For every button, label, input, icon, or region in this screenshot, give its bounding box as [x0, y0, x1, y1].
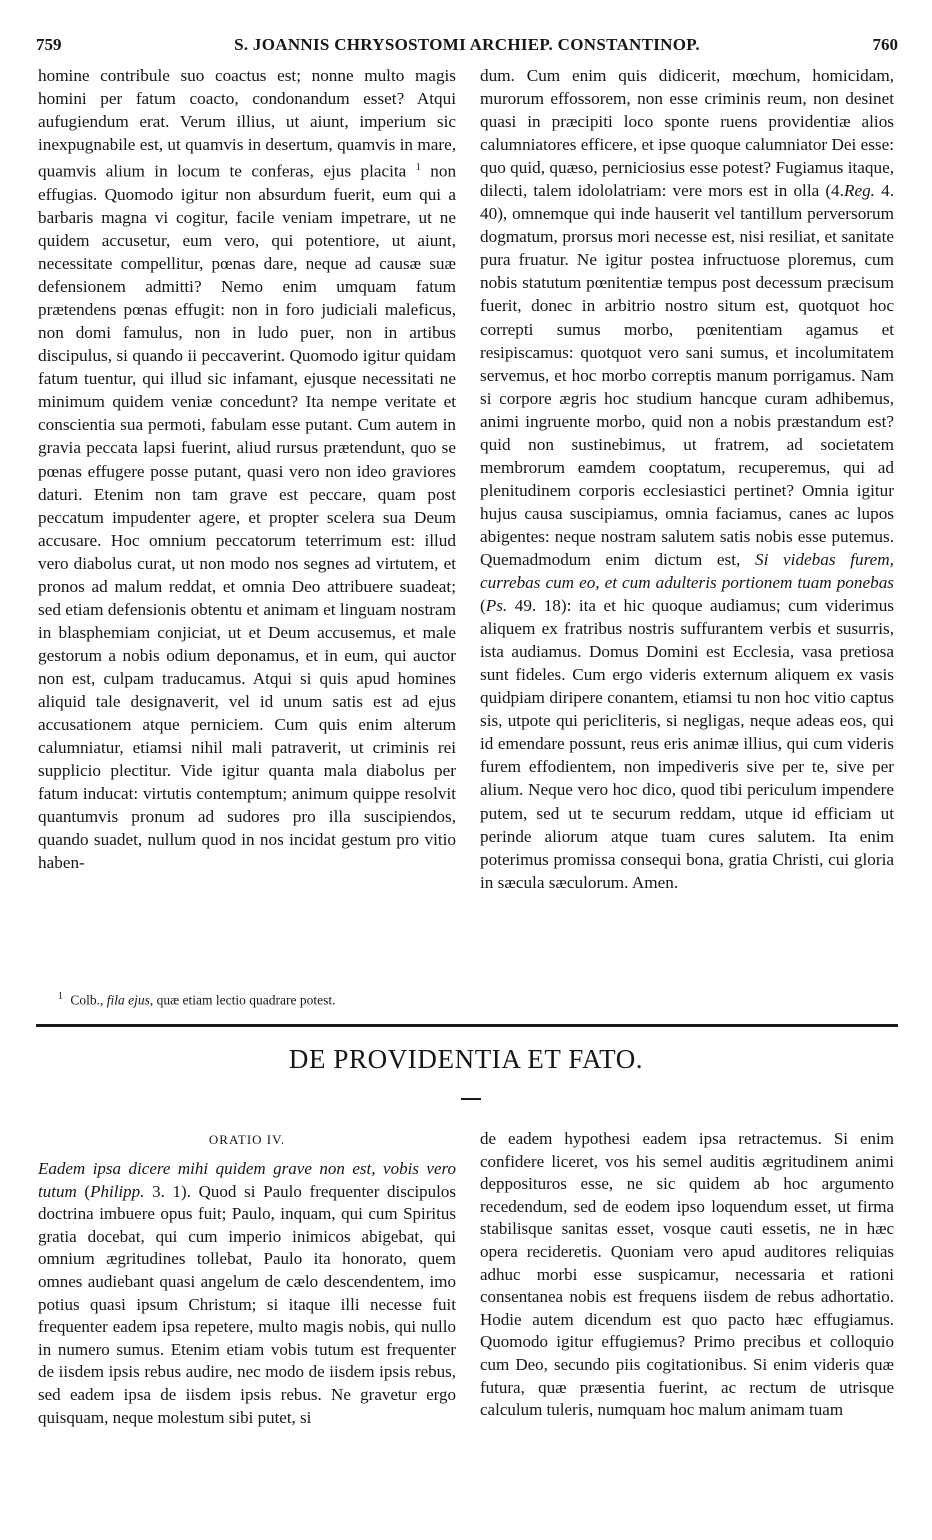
page-number-left: 759 [36, 35, 62, 54]
text-run: homine contribule suo coactus est; nonne multo magis homini per fatum coacto, condonandum esset? Atqui aufugiendum erat. Verum illius, ut aiunt, imperium sic inexpugnabile est, ut quamvis in desertum, quamvis in mare, quamvis alium in locum te conferas, ejus placita [38, 66, 456, 181]
lower-right-column [480, 1128, 894, 1422]
epigraph: Eadem ipsa dicere mihi quidem grave non est, vobis vero tutum [38, 1159, 456, 1201]
scripture-reference: Ps. [485, 596, 508, 616]
lower-left-column [38, 1158, 456, 1429]
footnote-reading: fila ejus, [106, 992, 154, 1008]
section-divider [36, 1024, 898, 1027]
scripture-reference: Philipp. [90, 1181, 145, 1201]
oratio-label: ORATIO IV. [208, 1132, 286, 1147]
footnote-comment: quæ etiam lectio quadrare potest. [156, 992, 336, 1008]
text-run: de eadem hypothesi eadem ipsa retractemus. Si enim confidere liceret, vos his semel auditis ægritudinem animi depposituros esse, ne sic quidem ab hoc argumento recedendum, sed de eodem ipso loquendum esset, ut firma stabilisque sanitas esset, vosque cauti essetis, ne in hæc opera recideretis. Quoniam vero apud auditores reliquias adhuc morbi esse suspicamur, necessaria et rationi consentanea nobis est frequens iisdem de rebus adhortatio. Hodie autem dicendum est quo pacto hæc effugiamus. Quomodo igitur effugiemus? Primo precibus et colloquio cum Deo, secundo piis cogitationibus. Si enim videris quæ futura, quæ præsentia fuerint, ac rectum de utrisque calculum tuleris, numquam hoc malum animam tuam [480, 1129, 894, 1420]
text-run: Quod si Paulo frequenter discipulos doctrina imbuere opus fuit; Paulo, inquam, qui cum Spiritus gratia docebat, qui cum imperio inimicos abigebat, qui omnium ægritudines tollebat, Paulo ita honorato, quem omnes audiebant quasi angelum de cælo descendentem, imo potius quasi ipsum Christum; si itaque illi necesse fuit frequenter eadem ipsa repetere, multo magis nobis, qui nullo in numero sumus. Etenim etiam vobis tutum est frequenter de iisdem ipsis rebus audire, nec modo de iisdem ipsis rebus, sed eadem ipsa de iisdem ipsis rebus. Ne gravetur ergo quisquam, neque molestum sibi putet, si [38, 1181, 457, 1427]
paragraph [38, 64, 456, 874]
scripture-quotation: Si videbas furem, currebas cum eo, et cum adulteris portionem tuam ponebas [480, 549, 894, 593]
footnote [58, 988, 458, 1010]
paragraph: Eadem ipsa dicere mihi quidem grave non est, vobis vero tutum (Philipp. 3. 1). Quod si Paulo frequenter discipulos doctrina imbuere opus fuit; Paulo, inquam, qui cum Spiritus gratia docebat, qui cum imperio inimicos abigebat, qui omnium ægritudines tollebat, Paulo ita honorato, quem omnes audiebant quasi angelum de cælo descendentem, imo potius quasi ipsum Christum; si itaque illi necesse fuit frequenter eadem ipsa repetere, multo magis nobis, qui nullo in numero sumus. Etenim etiam vobis tutum est frequenter de iisdem ipsis rebus audire, nec modo de iisdem ipsis rebus, sed eadem ipsa de iisdem ipsis rebus. Ne gravetur ergo quisquam, neque molestum sibi putet, si [38, 1159, 457, 1427]
scripture-reference: Reg. [843, 181, 875, 201]
text-run: non effugias. Quomodo igitur non absurdum fuerit, eum qui a barbaris magna vi cogitur, facile veniam impetrare, ut ne quidem accusetur, eum vero, qui potentiore, ut aiunt, necessitate compellitur, pœnas dare, neque ad causæ suæ defensionem admitti? Nemo enim umquam fatum prætendens pœnas effugit: non in foro judiciali maleficus, non domi famulus, non in ludo puer, non in artibus discipulus, si quando ii peccaverint. Quomodo igitur quidam fatum tuentur, qui illud sic infamant, ejusque necessitati ne minimum quidem veniæ concedunt? Ita nempe veritate et conscientia sua permoti, fabulam esse putant. Cum autem in gravia peccata lapsi fuerint, aliud rursus prætendunt, quo se pœnas effugere posse putant, quasi vero non ideo graviores daturi. Etenim non tam grave est peccare, quam post peccatum impudenter agere, et propter scelera sua Deum accusare. Hoc omnium peccatorum teterrimum est: illud vero diabolus curat, ut non modo nos segnes ad virtutem, et pronos ad malum reddat, et omnia Deo attribuere suadeat; sed etiam defensionis obtentu et animam et linguam nostram in blasphemiam conjiciat, ut et Deum accusemus, et male gestorum a nobis odium deponamus, et in eum, qui auctor non est, culpam traducamus. Atqui si quis apud homines aliquid tale designaverit, vel id unum satis est ad ejus accusationem atque perniciem. Cum quis enim alterum calumniatur, etiamsi nihil mali patraverit, ut criminis rei supplicio plectitur. Vide igitur quanta mala diabolus per fatum inducat: virtutis contemptum; animum quippe resolvit quantumvis pronum ad sudores pro illa suscipiendos, quando suadet, nullum quod in nos incidat gestum pro vitio haben- [38, 161, 457, 873]
footnote-source: Colb., [70, 992, 104, 1008]
paragraph [480, 1128, 894, 1422]
title-rule [461, 1098, 481, 1100]
page-number-right: 760 [872, 35, 898, 54]
text-run: 4. 40), omnemque qui inde hauserit vel tantillum perversorum dogmatum, prorsus mori necesse est, nisi resiliat, et sanitate pura fruatur. Ne igitur postea infructuose ploremus, cum nobis statutum pœnitentiæ tempus post decessum præcisum fuerit, donec in arbitrio nostro situm est, quotquot hoc correpti sumus morbo, pœnitentiam agamus et resipiscamus: quotquot vero sani sumus, et incolumitatem servemus, et hoc morbo correptis manum porrigamus. Nam si corpore ægris hoc studium hancque curam adhibemus, animi ingruente morbo, quid non a nobis præstandum est? quid non sustinebimus, ut fratrem, ad societatem membrorum eamdem cooptatum, recuperemus, qui ad plenitudinem corporis ecclesiastici pertinet? Omnia igitur hujus causa suscipiamus, omnia faciamus, canes ac lupos abigentes: neque nostram salutem satis nobis esse putemus. Quemadmodum enim dictum est, [480, 181, 894, 569]
text-run: dum. Cum enim quis didicerit, mœchum, homicidam, murorum effossorem, non esse criminis reum, non desinet quasi in præcipiti loco sponte ruens providentiæ alios calumniatores efficere, et ipse quoque calumniator Dei esse: quo quid, quæso, perniciosius esse potest? Fugiamus itaque, dilecti, talem idololatriam: vere mors est in olla (4. [480, 66, 894, 201]
upper-left-column [38, 64, 456, 874]
footnote-reference: 1 [415, 162, 421, 174]
text-run: 3. 1). [152, 1181, 191, 1201]
section-title: DE PROVIDENTIA ET FATO. [288, 1044, 644, 1074]
paragraph: dum. Cum enim quis didicerit, mœchum, homicidam, murorum effossorem, non esse criminis reum, non desinet quasi in præcipiti loco sponte ruens providentiæ alios calumniatores efficere, et ipse quoque calumniator Dei esse: quo quid, quæso, perniciosius esse potest? Fugiamus itaque, dilecti, talem idololatriam: vere mors est in olla (4.Reg. 4. 40), omnemque qui inde hauserit vel tantillum perversorum dogmatum, prorsus mori necesse est, nisi resiliat, et sanitate pura fruatur. Ne igitur postea infructuose ploremus, cum nobis statutum pœnitentiæ tempus post decessum præcisum fuerit, donec in arbitrio nostro situm est, quotquot hoc correpti sumus morbo, pœnitentiam agamus et resipiscamus: quotquot vero sani sumus, et incolumitatem servemus, et hoc morbo correptis manum porrigamus. Nam si corpore ægris hoc studium hancque curam adhibemus, animi ingruente morbo, quid non a nobis præstandum est? quid non sustinebimus, ut fratrem, ad societatem membrorum eamdem cooptatum, recuperemus, qui ad plenitudinem corporis ecclesiastici pertinet? Omnia igitur hujus causa suscipiamus, omnia faciamus, canes ac lupos abigentes: neque nostram salutem satis nobis esse putemus. Quemadmodum enim dictum est, Si videbas furem, currebas cum eo, et cum adulteris portionem tuam ponebas (Ps. 49. 18): ita et hic quoque audiamus; cum viderimus aliquem ex fratribus nostris suffurantem verbis et susurris, ista audiamus. Domus Domini est Ecclesia, vasa pretiosa sunt fideles. Cum ergo videris externum aliquem ex vasis quidpiam diripere conantem, etiamsi tu non hoc vitio captus sis, utpote qui pericliteris, si negligas, neque adeas eos, qui id emendare possunt, reus eris animæ illius, qui cum videris furem effodientem, non impediveris sive per te, sive per alium. Neque vero hoc dico, quod tibi periculum impendere putem, sed ut te securum reddam, utque id efficiam ut perinde aliorum atque tuam cures salutem. Ita enim poterimus promissa consequi bona, gratia Christi, cui gloria in sæcula sæculorum. Amen. [480, 66, 894, 892]
running-head [36, 34, 898, 56]
text-run: 49. 18) [514, 596, 567, 616]
text-run: : ita et hic quoque audiamus; cum viderimus aliquem ex fratribus nostris suffurantem verbis et susurris, ista audiamus. Domus Domini est Ecclesia, vasa pretiosa sunt fideles. Cum ergo videris externum aliquem ex vasis quidpiam diripere conantem, etiamsi tu non hoc vitio captus sis, utpote qui pericliteris, si negligas, neque adeas eos, qui id emendare possunt, reus eris animæ illius, qui cum videris furem effodientem, non impediveris sive per te, sive per alium. Neque vero hoc dico, quod tibi periculum impendere putem, sed ut te securum reddam, utque id efficiam ut perinde aliorum atque tuam cures salutem. Ita enim poterimus promissa consequi bona, gratia Christi, cui gloria in sæcula sæculorum. Amen. [480, 596, 894, 892]
footnote-mark: 1 [58, 991, 63, 1002]
upper-right-column [480, 64, 894, 894]
running-head-title: S. JOANNIS CHRYSOSTOMI ARCHIEP. CONSTANTINOP. [234, 35, 700, 54]
